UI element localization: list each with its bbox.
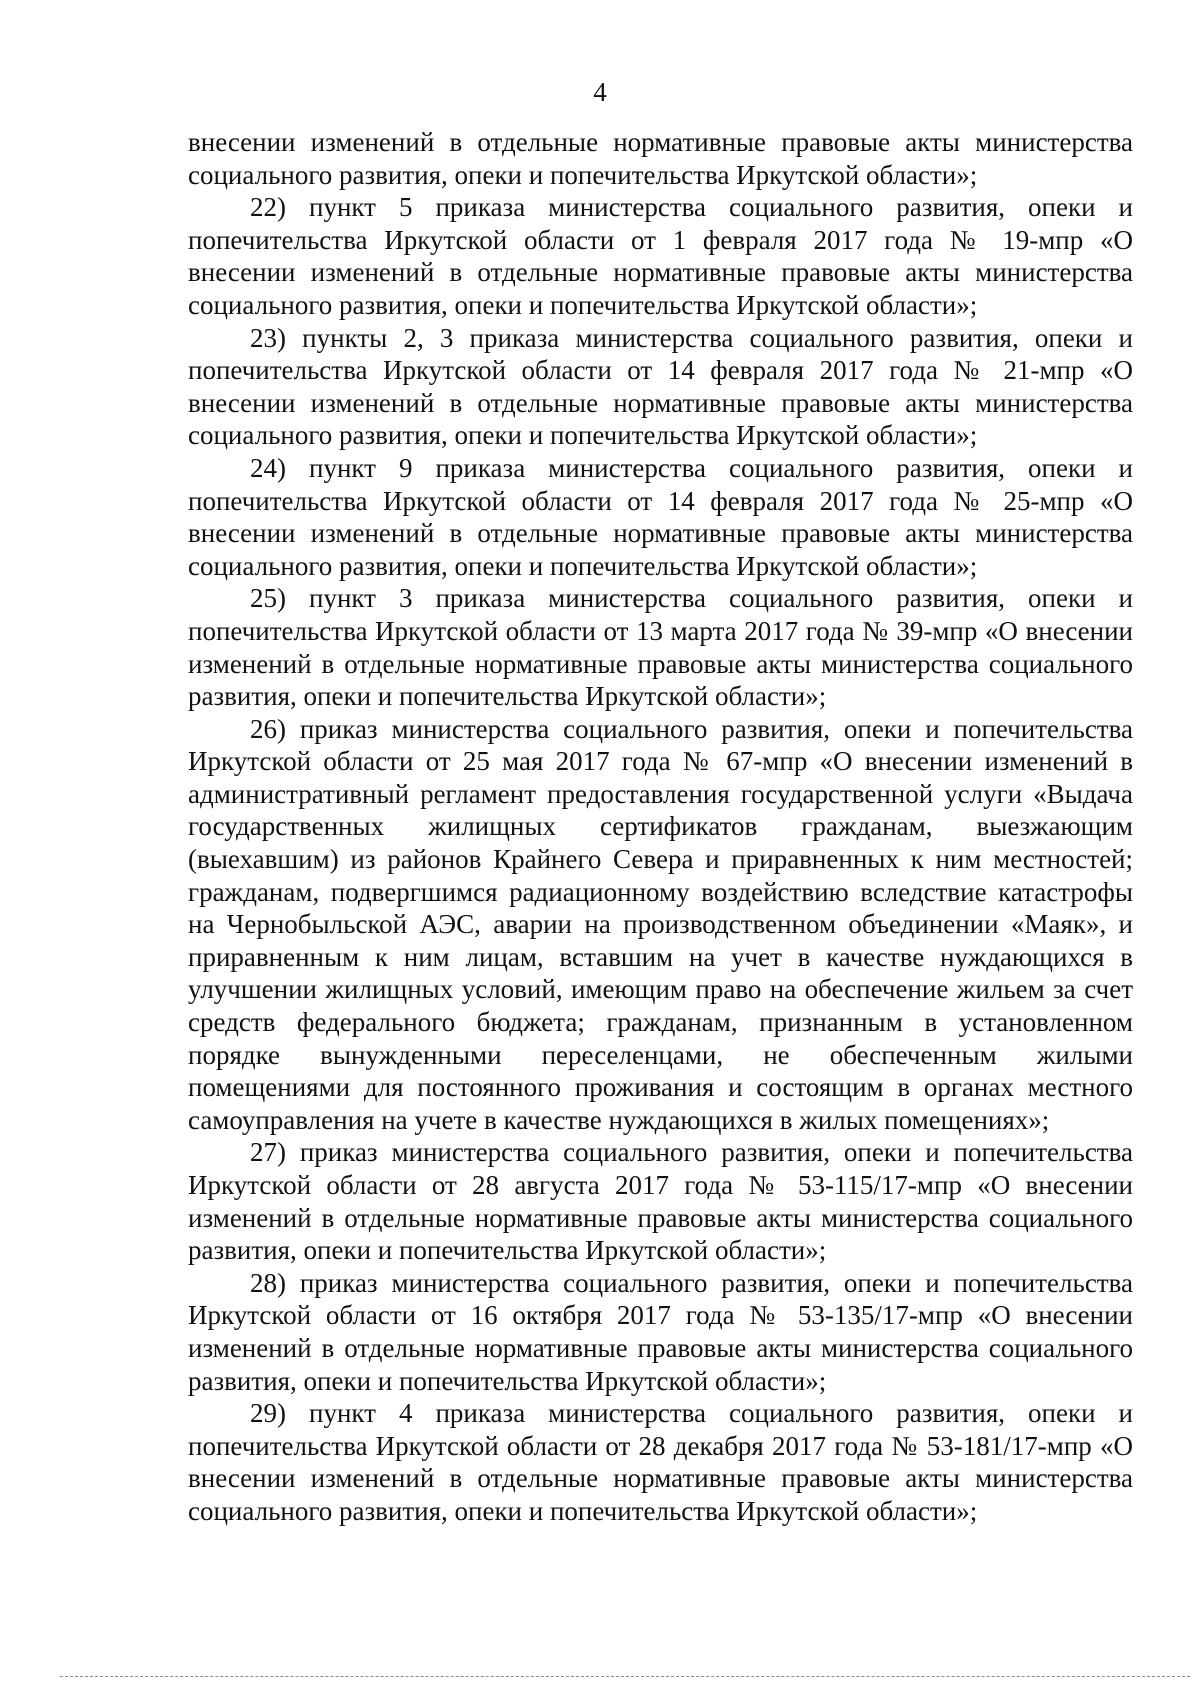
list-item-24: 24) пункт 9 приказа министерства социального развития, опеки и попечительства Иркутской области от 14 февраля 2017 года № 25-мпр «О внесении изменений в отдельные нормативные правовые акты министерства социального развития, опеки и попечительства Иркутской области»;	[188, 452, 1133, 581]
page-number: 4	[593, 77, 607, 107]
list-item-28: 28) приказ министерства социального развития, опеки и попечительства Иркутской области от 16 октября 2017 года № 53-135/17-мпр «О внесении изменений в отдельные нормативные правовые акты министерства социального развития, опеки и попечительства Иркутской области»;	[188, 1267, 1133, 1396]
list-item-27: 27) приказ министерства социального развития, опеки и попечительства Иркутской области от 28 августа 2017 года № 53-115/17-мпр «О внесении изменений в отдельные нормативные правовые акты министерства социального развития, опеки и попечительства Иркутской области»;	[188, 1137, 1133, 1266]
paragraph-continuation: внесении изменений в отдельные нормативные правовые акты министерства социального развития, опеки и попечительства Иркутской области»;	[188, 127, 1133, 190]
list-item-25: 25) пункт 3 приказа министерства социального развития, опеки и попечительства Иркутской области от 13 марта 2017 года № 39-мпр «О внесении изменений в отдельные нормативные правовые акты министерства социального развития, опеки и попечительства Иркутской области»;	[188, 583, 1133, 712]
list-item-23: 23) пункты 2, 3 приказа министерства социального развития, опеки и попечительства Иркутской области от 14 февраля 2017 года № 21-мпр «О внесении изменений в отдельные нормативные правовые акты министерства социального развития, опеки и попечительства Иркутской области»;	[188, 322, 1133, 451]
scan-bottom-edge	[60, 1676, 1190, 1677]
list-item-22: 22) пункт 5 приказа министерства социального развития, опеки и попечительства Иркутской области от 1 февраля 2017 года № 19-мпр «О внесении изменений в отдельные нормативные правовые акты министерства социального развития, опеки и попечительства Иркутской области»;	[188, 192, 1133, 320]
document-body	[188, 126, 1133, 1528]
list-item-26: 26) приказ министерства социального развития, опеки и попечительства Иркутской области от 25 мая 2017 года № 67-мпр «О внесении изменений в административный регламент предоставления государственной услуги «Выдача государственных жилищных сертификатов гражданам, выезжающим (выехавшим) из районов Крайнего Севера и приравненных к ним местностей; гражданам, подвергшимся радиационному воздействию вследствие катастрофы на Чернобыльской АЭС, аварии на производственном объединении «Маяк», и приравненным к ним лицам, вставшим на учет в качестве нуждающихся в улучшении жилищных условий, имеющим право на обеспечение жильем за счет средств федерального бюджета; гражданам, признанным в установленном порядке вынужденными переселенцами, не обеспеченным жилыми помещениями для постоянного проживания и состоящим в органах местного самоуправления на учете в качестве нуждающихся в жилых помещениях»;	[188, 713, 1133, 1135]
list-item-29: 29) пункт 4 приказа министерства социального развития, опеки и попечительства Иркутской области от 28 декабря 2017 года № 53-181/17-мпр «О внесении изменений в отдельные нормативные правовые акты министерства социального развития, опеки и попечительства Иркутской области»;	[188, 1398, 1133, 1526]
